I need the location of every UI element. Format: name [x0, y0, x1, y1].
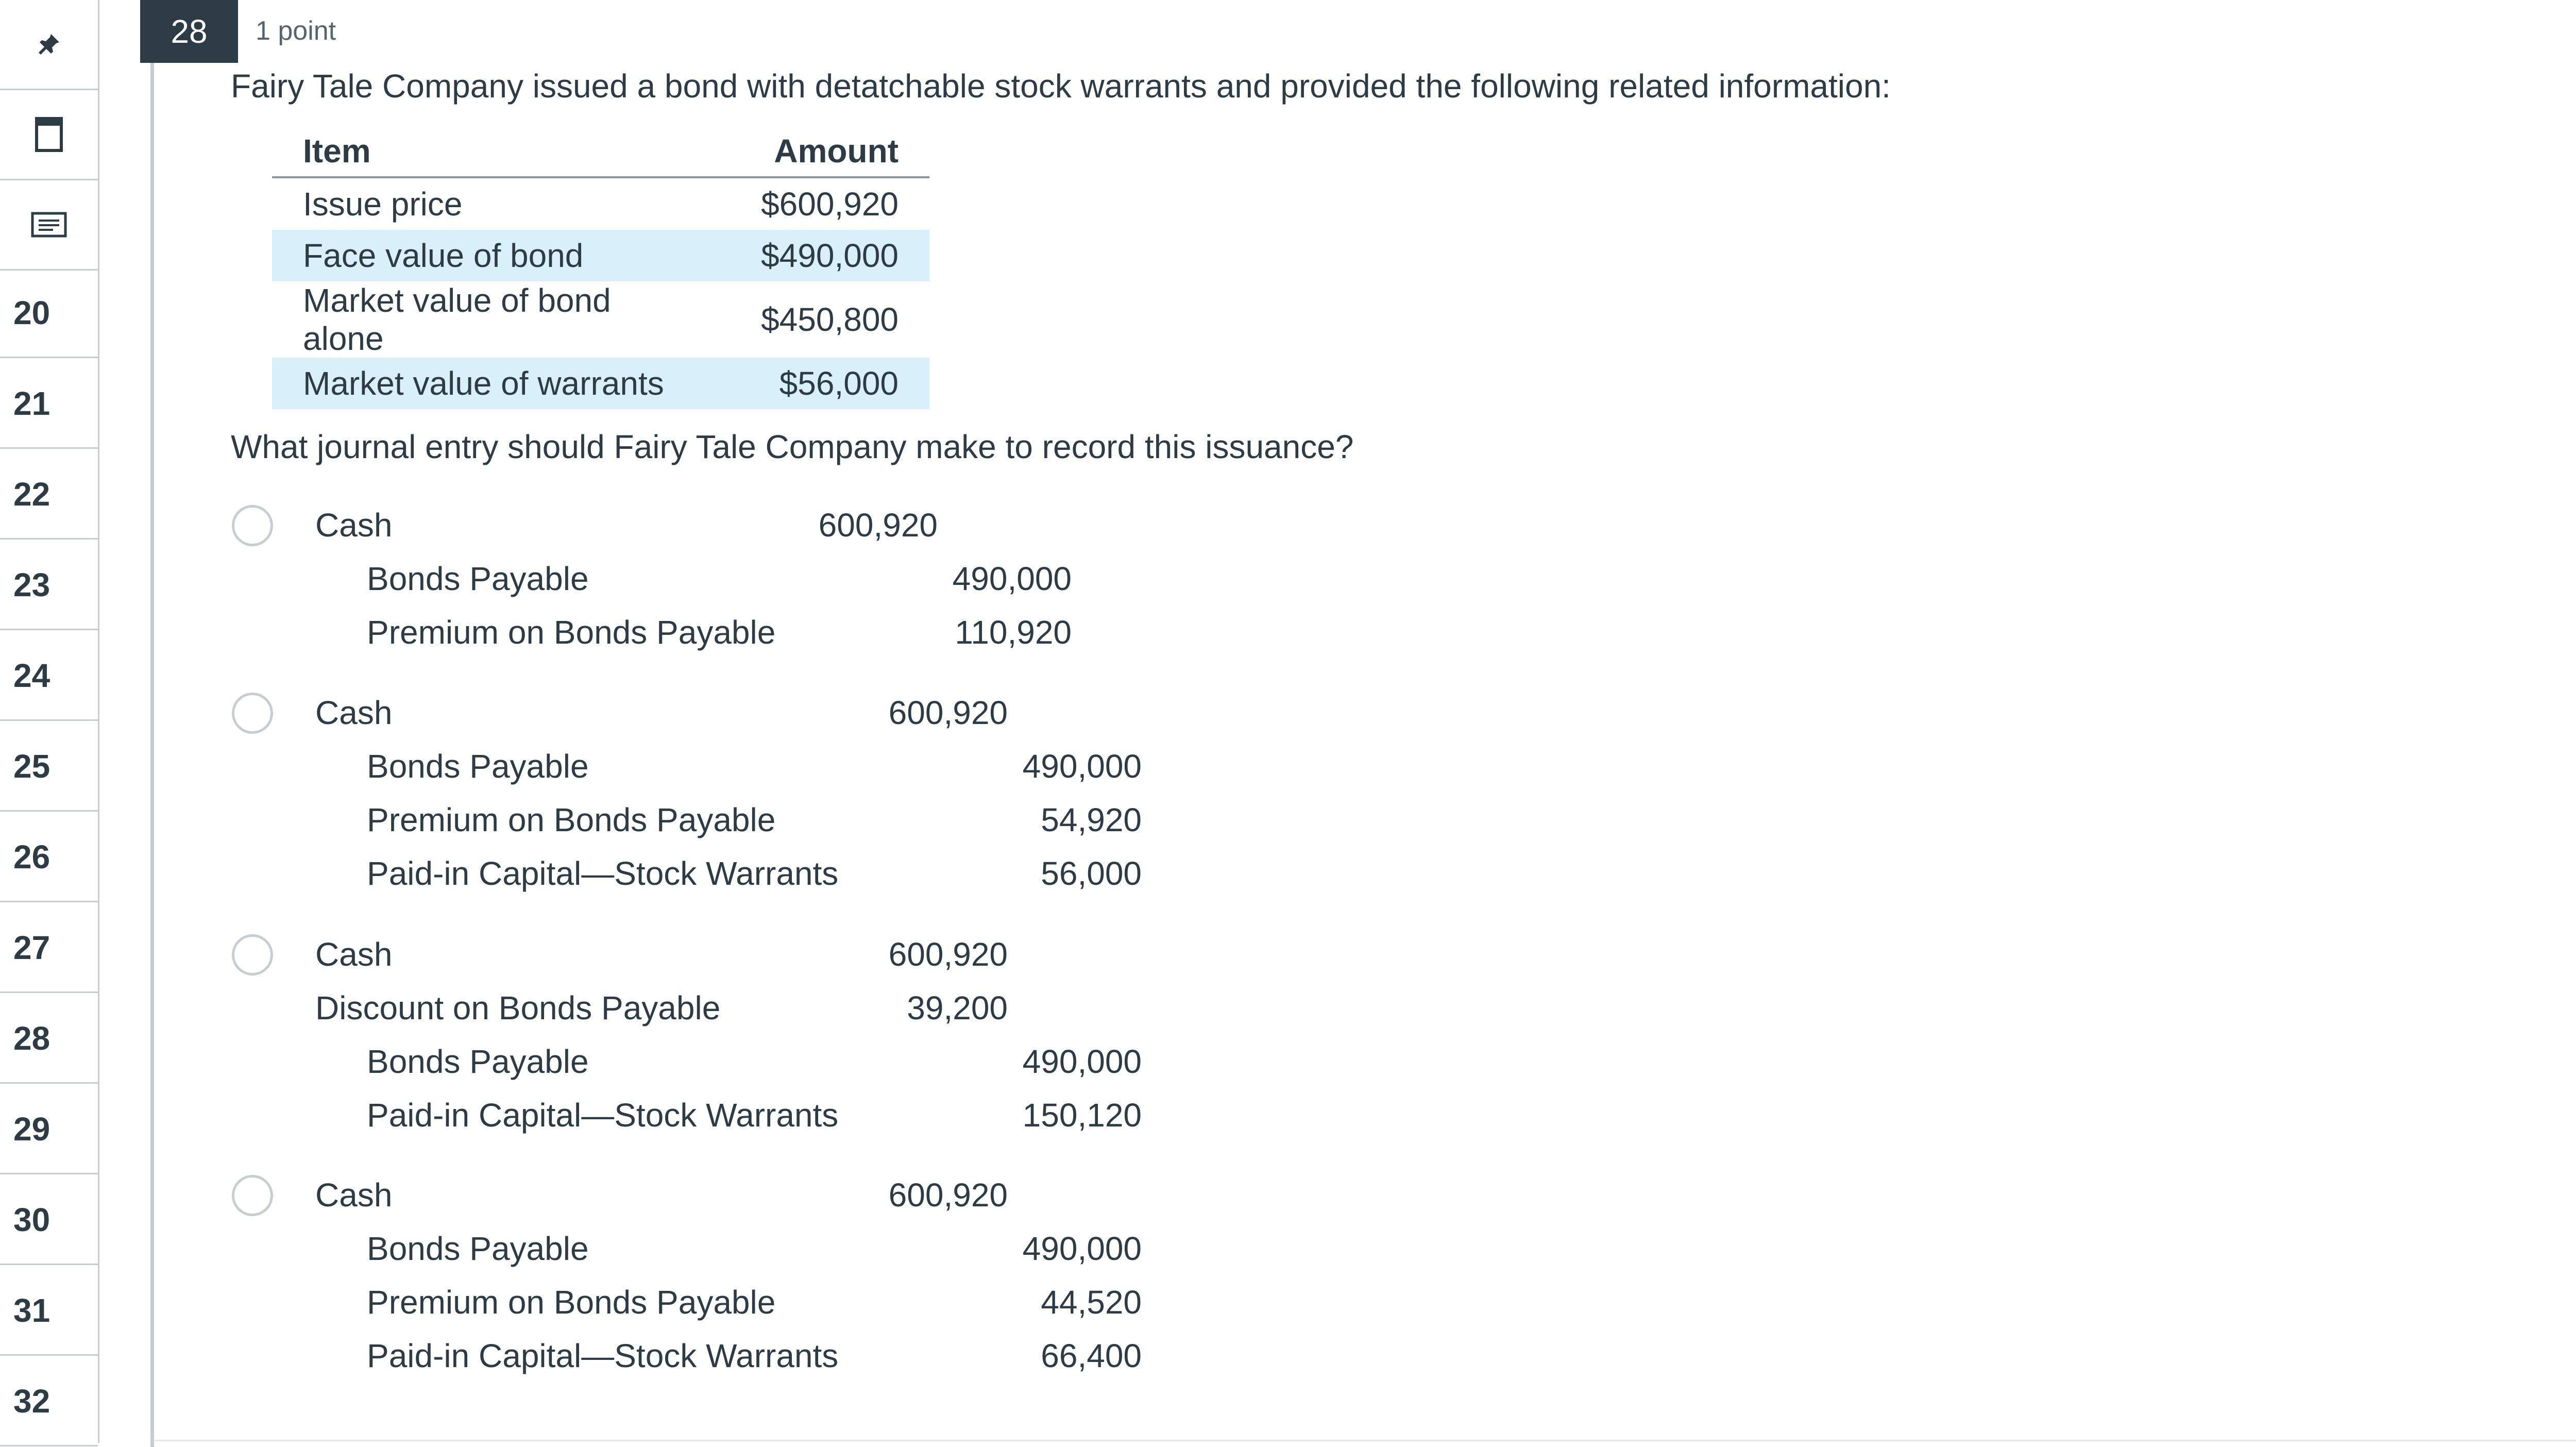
- answer-radio-button[interactable]: [232, 934, 273, 975]
- question-nav-sidebar: [0, 0, 99, 1443]
- table-cell-amount: $56,000: [730, 358, 929, 409]
- journal-debit-amount: 600,920: [888, 694, 1008, 731]
- question-nav-item[interactable]: 29: [0, 1085, 98, 1174]
- question-prompt: What journal entry should Fairy Tale Company make to record this issuance?: [231, 428, 1354, 465]
- journal-account: Cash: [315, 936, 393, 973]
- journal-credit-amount: 66,400: [1041, 1337, 1142, 1374]
- journal-credit-amount: 54,920: [1041, 801, 1142, 838]
- question-nav-item[interactable]: 30: [0, 1176, 98, 1265]
- table-cell-item: Face value of bond: [272, 230, 730, 281]
- question-nav-item[interactable]: 22: [0, 450, 98, 540]
- journal-credit-amount: 44,520: [1041, 1284, 1142, 1321]
- notes-tool-button[interactable]: [0, 180, 98, 271]
- journal-account: Paid-in Capital—Stock Warrants: [367, 1097, 839, 1134]
- journal-account: Bonds Payable: [367, 560, 589, 597]
- journal-credit-amount: 56,000: [1041, 855, 1142, 892]
- journal-credit-amount: 490,000: [1022, 1230, 1142, 1267]
- journal-account: Discount on Bonds Payable: [315, 989, 721, 1027]
- table-cell-item: Issue price: [303, 186, 463, 223]
- pin-icon: [37, 32, 61, 57]
- table-cell-item: Market value of warrants: [272, 358, 730, 409]
- question-text: Fairy Tale Company issued a bond with detatchable stock warrants and provided the following related information:: [231, 68, 1891, 105]
- table-row: [272, 358, 929, 409]
- table-cell-amount: $600,920: [761, 186, 899, 223]
- journal-account: Paid-in Capital—Stock Warrants: [367, 1337, 839, 1374]
- question-nav-item[interactable]: 20: [0, 269, 98, 358]
- table-cell-item: Market value of bond alone: [303, 282, 611, 357]
- question-nav-item[interactable]: 24: [0, 632, 98, 721]
- question-nav-item[interactable]: 26: [0, 813, 98, 902]
- bookmark-tool-button[interactable]: [0, 90, 98, 180]
- answer-radio-button[interactable]: [232, 693, 273, 734]
- question-points: 1 point: [256, 16, 336, 46]
- question-nav-item[interactable]: 31: [0, 1267, 98, 1356]
- journal-account: Premium on Bonds Payable: [367, 1284, 776, 1321]
- journal-credit-amount: 110,920: [955, 614, 1072, 651]
- content-bottom-rule: [155, 1440, 2576, 1441]
- journal-credit-amount: 490,000: [1022, 1043, 1142, 1080]
- journal-credit-amount: 490,000: [952, 560, 1072, 597]
- table-row: [272, 177, 929, 230]
- question-nav-item[interactable]: 21: [0, 360, 98, 449]
- column-header-amount: Amount: [730, 126, 929, 177]
- table-header-row: [272, 126, 929, 177]
- journal-account: Bonds Payable: [367, 1230, 589, 1267]
- question-nav-item[interactable]: 32: [0, 1357, 98, 1446]
- question-nav-item[interactable]: 27: [0, 904, 98, 993]
- question-nav-item[interactable]: 28: [0, 995, 98, 1084]
- journal-account: Cash: [315, 694, 393, 731]
- answer-radio-button[interactable]: [232, 1175, 273, 1216]
- table-cell-amount: $490,000: [730, 230, 929, 281]
- column-header-item: Item: [272, 126, 730, 177]
- journal-credit-amount: 150,120: [1022, 1097, 1142, 1134]
- journal-account: Bonds Payable: [367, 748, 589, 785]
- journal-account: Cash: [315, 1176, 393, 1214]
- journal-account: Cash: [315, 507, 393, 544]
- journal-account: Premium on Bonds Payable: [367, 614, 776, 651]
- table-row: [272, 230, 929, 281]
- journal-debit-amount: 39,200: [907, 989, 1008, 1027]
- table-cell-amount: $450,800: [761, 301, 899, 338]
- note-icon: [30, 211, 67, 238]
- pin-tool-button[interactable]: [0, 0, 98, 90]
- sidebar-divider: [150, 0, 154, 1447]
- journal-account: Bonds Payable: [367, 1043, 589, 1080]
- journal-debit-amount: 600,920: [818, 507, 938, 544]
- journal-debit-amount: 600,920: [888, 936, 1008, 973]
- table-row: [272, 281, 929, 358]
- answer-radio-button[interactable]: [232, 505, 273, 546]
- question-nav-item[interactable]: 25: [0, 722, 98, 812]
- journal-account: Premium on Bonds Payable: [367, 801, 776, 838]
- bookmark-icon: [35, 116, 63, 153]
- journal-credit-amount: 490,000: [1022, 748, 1142, 785]
- journal-debit-amount: 600,920: [888, 1176, 1008, 1214]
- question-number-badge: 28: [140, 0, 238, 63]
- journal-account: Paid-in Capital—Stock Warrants: [367, 855, 839, 892]
- question-nav-item[interactable]: 23: [0, 541, 98, 630]
- bond-info-table: [272, 126, 929, 409]
